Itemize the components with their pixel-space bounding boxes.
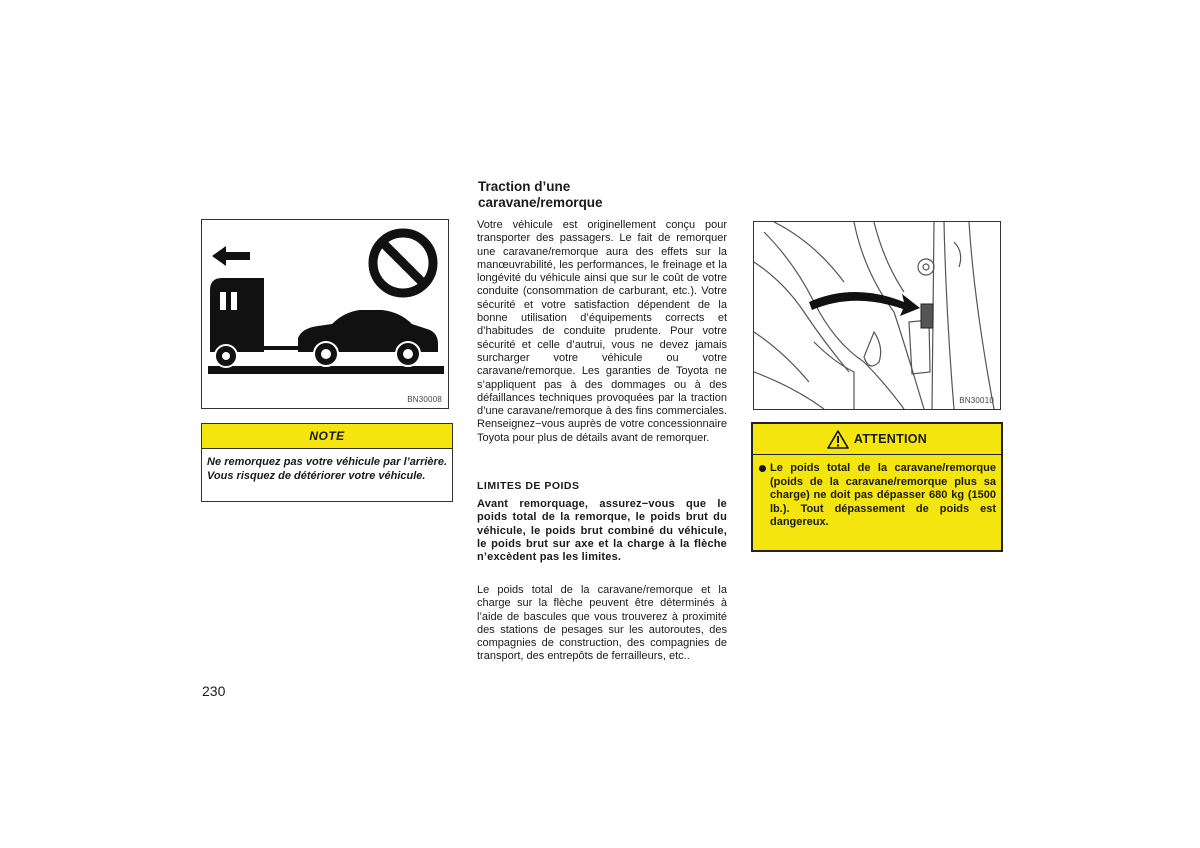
note-header: NOTE [202, 424, 452, 449]
left-arrow-icon [212, 246, 250, 266]
figure-code: BN30008 [407, 395, 442, 404]
door-pillar-illustration [754, 222, 1000, 409]
car-shape [298, 310, 438, 366]
weighing-paragraph: Le poids total de la caravane/remorque et la charge sur la flèche peuvent être déterminés à l’aide de bascules que vous trouverez à proximité des stations de pesages sur les autoroutes, des compagnies de construction, des compagnies de transport, des entrepôts de ferrailleurs, etc.. [477, 584, 727, 663]
page-number: 230 [202, 683, 226, 699]
section-title-line-2: caravane/remorque [478, 195, 603, 210]
towing-prohibited-figure [201, 219, 449, 409]
attention-text: Le poids total de la caravane/remorque (poids de la caravane/remorque plus sa charge) ne doit pas dépasser 680 kg (1500 lb.). Tout dépassement de poids est dangereux. [770, 462, 996, 528]
warning-triangle-icon [827, 430, 849, 449]
section-title [478, 179, 728, 211]
intro-paragraph: Votre véhicule est originellement conçu pour transporter des passagers. Le fait de remorquer une caravane/remorque aura des effets sur la manœuvrabilité, les performances, le freinage et la longévité du véhicule ainsi que sur le coût de votre conduite (consommation de carburant, etc.). Votre sécurité et votre satisfaction dépendent de la bonne utilisation d’équipements corrects et d’habitudes de conduite prudente. Pour votre sécurité et celle d’autrui, vous ne devez jamais surcharger votre véhicule ou votre caravane/remorque. Les garanties de Toyota ne s’appliquent pas à des dommages ou à des défaillances techniques provoquées par la traction d’une caravane/remorque à des fins commerciales. Renseignez−vous auprès de votre concessionnaire Toyota pour plus de détails avant de remorquer. [477, 219, 727, 444]
figure-code: BN30010 [959, 396, 994, 405]
label-location-figure [753, 221, 1001, 410]
weight-limits-heading: LIMITES DE POIDS [477, 480, 580, 492]
attention-header [753, 424, 1001, 455]
attention-box [751, 422, 1003, 552]
trailer-shape [210, 278, 304, 367]
label-plate [921, 304, 933, 328]
towing-prohibited-illustration [202, 220, 448, 408]
prohibited-icon [373, 233, 433, 293]
pointer-arrow-icon [809, 292, 920, 316]
section-title-line-1: Traction d’une [478, 179, 571, 194]
note-box [201, 423, 453, 502]
bullet-icon [759, 465, 766, 472]
note-text: Ne remorquez pas votre véhicule par l’arrière. Vous risquez de détériorer votre véhicule. [207, 456, 447, 482]
weight-limits-bold-paragraph: Avant remorquage, assurez−vous que le poids total de la remorque, le poids brut du véhicule, le poids brut combiné du véhicule, le poids brut sur axe et la charge à la flèche n’excèdent pas les limites. [477, 498, 727, 564]
ground-line [208, 366, 444, 374]
attention-body [753, 455, 1001, 530]
attention-title: ATTENTION [853, 432, 928, 446]
